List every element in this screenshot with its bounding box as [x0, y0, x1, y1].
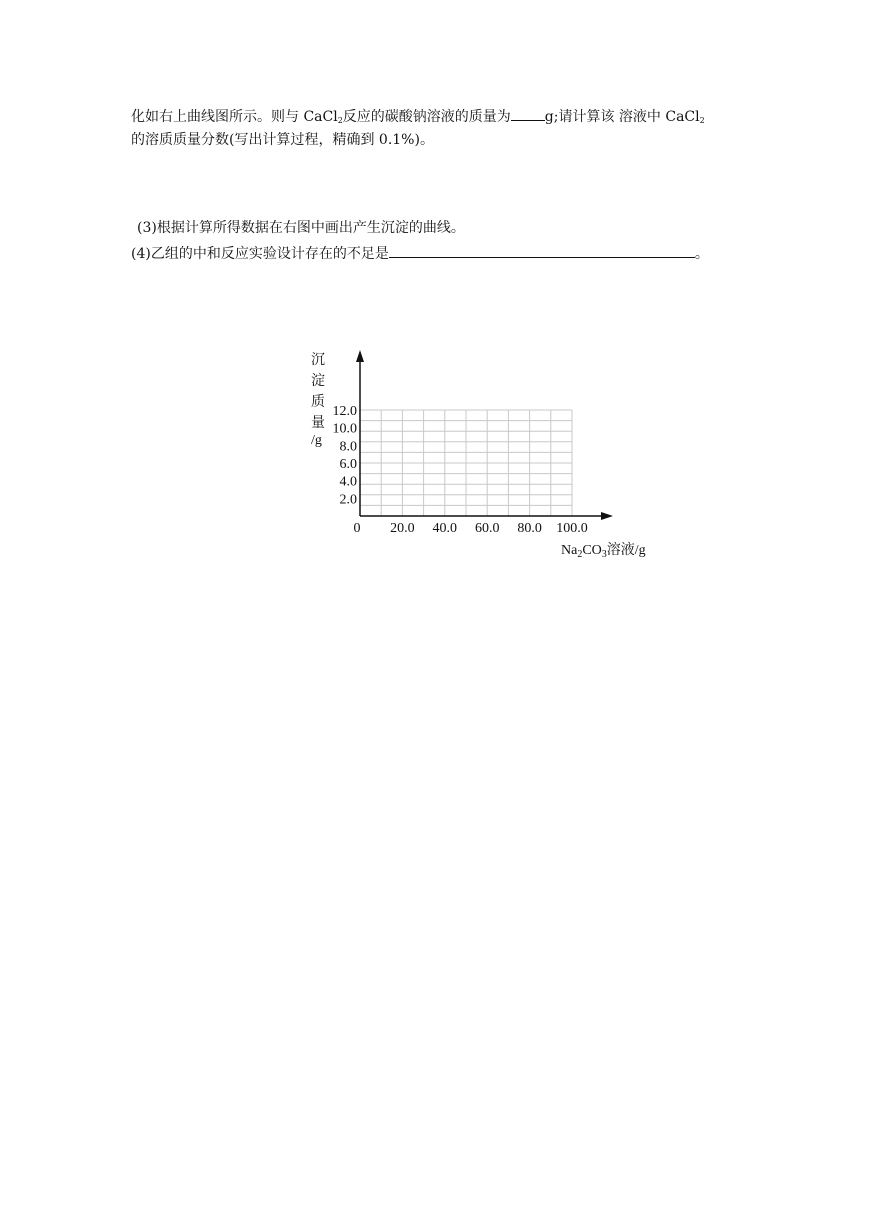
- x-tick-label: 60.0: [474, 521, 500, 536]
- y-label-unit: /g: [311, 433, 322, 448]
- question-text: g;请计算该 溶液中 CaCl: [544, 109, 700, 125]
- y-label-char: 量: [311, 415, 325, 431]
- chart-grid: [360, 410, 572, 516]
- x-tick-label: 80.0: [517, 521, 542, 536]
- y-tick-label: 12.0: [332, 404, 357, 419]
- question-text: 反应的碳酸钠溶液的质量为: [342, 109, 511, 125]
- question-line-2: 的溶质质量分数(写出计算过程，精确到 0.1%)。: [131, 132, 434, 148]
- question-text: 。: [694, 246, 709, 262]
- y-label-char: 淀: [311, 373, 325, 389]
- question-part-4: [131, 243, 709, 264]
- answer-blank-mass[interactable]: [511, 106, 545, 121]
- x-tick-label: 20.0: [390, 521, 415, 536]
- origin-label: 0: [353, 521, 361, 536]
- x-tick-labels: [390, 521, 588, 536]
- question-line-1: [131, 106, 705, 131]
- y-axis-label: [311, 352, 325, 448]
- x-axis-label: $Na_2CO_3$溶液/g: [561, 543, 646, 560]
- y-label-char: 质: [311, 394, 325, 410]
- question-part-3: (3)根据计算所得数据在右图中画出产生沉淀的曲线。: [137, 220, 465, 236]
- precipitate-chart[interactable]: [300, 340, 680, 570]
- question-text: 化如右上曲线图所示。则与 CaCl: [131, 109, 338, 125]
- y-axis-arrow: [356, 350, 364, 362]
- y-tick-label: 2.0: [339, 492, 357, 508]
- y-tick-labels: [333, 404, 358, 507]
- subscript: 2: [699, 116, 705, 125]
- y-tick-label: 10.0: [332, 421, 357, 437]
- subscript: 2: [337, 116, 343, 125]
- answer-blank-deficiency[interactable]: [389, 243, 695, 258]
- x-axis-arrow: [601, 512, 613, 520]
- y-label-char: 沉: [311, 352, 325, 368]
- y-tick-label: 8.0: [339, 439, 357, 455]
- y-tick-label: 6.0: [339, 457, 357, 472]
- y-tick-label: 4.0: [339, 474, 357, 490]
- x-tick-label: 100.0: [556, 521, 588, 536]
- x-tick-label: 40.0: [432, 521, 458, 536]
- question-text: (4)乙组的中和反应实验设计存在的不足是: [131, 246, 389, 262]
